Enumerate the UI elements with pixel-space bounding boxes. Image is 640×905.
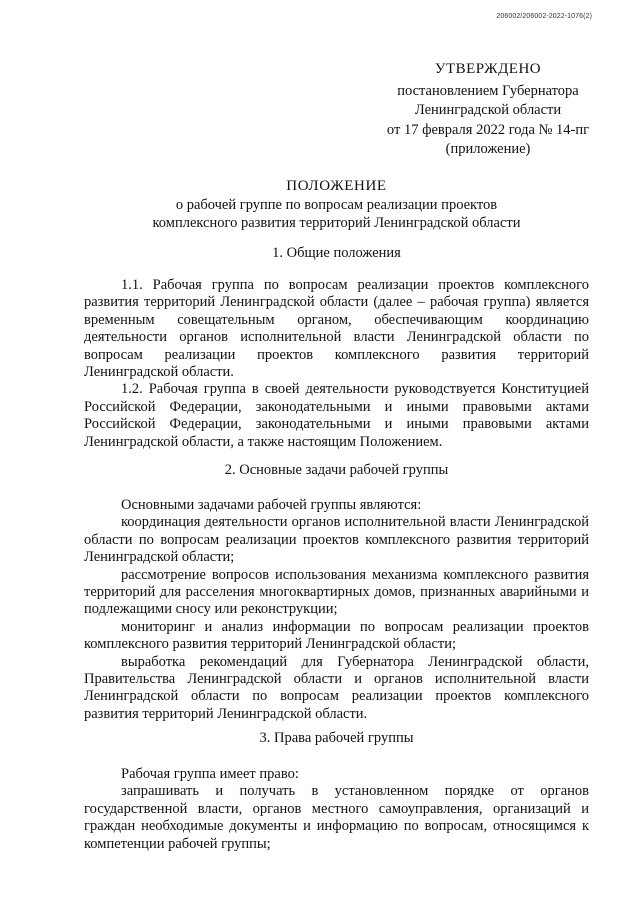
approval-line: (приложение) <box>445 141 531 157</box>
section-general-body <box>84 277 589 451</box>
document-title: ПОЛОЖЕНИЕ <box>286 178 387 194</box>
approval-line: от 17 февраля 2022 года № 14-пг <box>386 121 590 138</box>
document-subtitle: о рабочей группе по вопросам реализации проектов <box>175 197 498 213</box>
paragraph: 1.2. Рабочая группа в своей деятельности руководствуется Конституцией Российской Федерации, законодательными и иными правовыми актами Российской Федерации, законодательными и иными правовыми актами Ленинградской области, а также настоящим Положением. <box>84 381 589 450</box>
section-tasks-body <box>84 497 589 723</box>
approval-line: постановлением Губернатора <box>397 82 579 99</box>
approval-heading: УТВЕРЖДЕНО <box>434 61 542 77</box>
section-heading-rights: 3. Права рабочей группы <box>259 730 414 746</box>
list-item: координация деятельности органов исполнительной власти Ленинградской области по вопросам реализации проектов комплексного развития территорий Ленинградской области; <box>84 514 589 566</box>
paragraph: 1.1. Рабочая группа по вопросам реализации проектов комплексного развития территорий Ленинградской области (далее – рабочая группа) является временным совещательным органом, обеспечивающим координацию деятельности органов исполнительной власти Ленинградской области по вопросам реализации проектов комплексного развития территорий Ленинградской области. <box>84 277 589 381</box>
document-subtitle: комплексного развития территорий Ленинградской области <box>152 215 521 231</box>
document-title-block <box>84 177 589 232</box>
list-item: мониторинг и анализ информации по вопросам реализации проектов комплексного развития территорий Ленинградской области; <box>84 618 589 653</box>
approval-block <box>383 60 593 160</box>
list-item: выработка рекомендаций для Губернатора Ленинградской области, Правительства Ленинградской области и органов исполнительной власти Ленинградской области по вопросам реализации проектов комплексного развития территорий Ленинградской области. <box>84 653 589 722</box>
paragraph: Рабочая группа имеет право: <box>121 766 299 782</box>
paragraph: Основными задачами рабочей группы являются: <box>121 497 422 513</box>
approval-line: Ленинградской области <box>414 102 562 118</box>
document-id: 206002/206002-2022-1076(2) <box>496 13 592 20</box>
list-item: запрашивать и получать в установленном порядке от органов государственной власти, органов местного самоуправления, организаций и граждан необходимые документы и информацию по вопросам, относящимся к компетенции рабочей группы; <box>84 783 589 852</box>
section-rights-body <box>84 766 589 853</box>
section-heading-general: 1. Общие положения <box>272 245 401 261</box>
section-heading-tasks: 2. Основные задачи рабочей группы <box>224 462 449 478</box>
list-item: рассмотрение вопросов использования механизма комплексного развития территорий для расселения многоквартирных домов, признанных аварийными и подлежащими сносу или реконструкции; <box>84 566 589 618</box>
